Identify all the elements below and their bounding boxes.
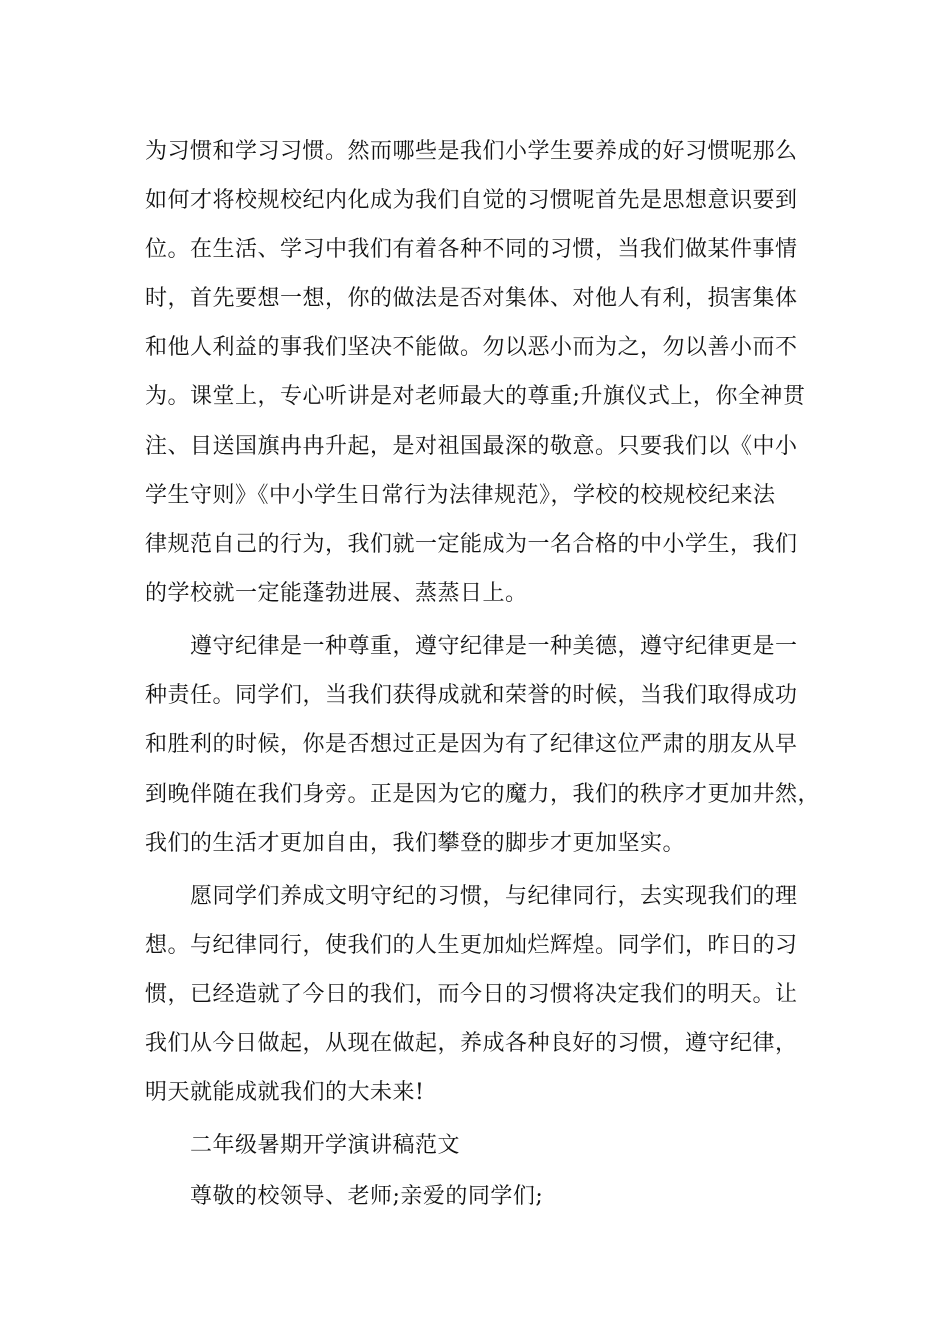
text-line: 种责任。同学们，当我们获得成就和荣誉的时候，当我们取得成功 [145, 683, 798, 708]
text-line: 注、目送国旗冉冉升起，是对祖国最深的敬意。只要我们以《中小 [145, 434, 798, 459]
text-line: 到晚伴随在我们身旁。正是因为它的魔力，我们的秩序才更加井然， [145, 782, 821, 807]
text-line: 和胜利的时候，你是否想过正是因为有了纪律这位严肃的朋友从早 [145, 732, 798, 757]
text-line: 惯，已经造就了今日的我们，而今日的习惯将决定我们的明天。让 [145, 982, 798, 1007]
text-line: 的学校就一定能蓬勃进展、蒸蒸日上。 [145, 581, 528, 606]
text-line: 如何才将校规校纪内化成为我们自觉的习惯呢首先是思想意识要到 [145, 188, 798, 213]
text-line: 位。在生活、学习中我们有着各种不同的习惯，当我们做某件事情 [145, 237, 798, 262]
text-line: 我们的生活才更加自由，我们攀登的脚步才更加坚实。 [145, 831, 686, 856]
text-line: 为习惯和学习习惯。然而哪些是我们小学生要养成的好习惯呢那么 [145, 139, 798, 164]
salutation: 尊敬的校领导、老师;亲爱的同学们; [190, 1184, 544, 1209]
text-line: 想。与纪律同行，使我们的人生更加灿烂辉煌。同学们，昨日的习 [145, 933, 798, 958]
text-line: 时，首先要想一想，你的做法是否对集体、对他人有利，损害集体 [145, 286, 798, 311]
text-line: 我们从今日做起，从现在做起，养成各种良好的习惯，遵守纪律， [145, 1031, 798, 1056]
text-line: 和他人利益的事我们坚决不能做。勿以恶小而为之，勿以善小而不 [145, 335, 798, 360]
text-line: 律规范自己的行为，我们就一定能成为一名合格的中小学生，我们 [145, 532, 798, 557]
paragraph-first-line: 愿同学们养成文明守纪的习惯，与纪律同行，去实现我们的理 [190, 884, 798, 909]
section-heading: 二年级暑期开学演讲稿范文 [190, 1133, 461, 1158]
text-line: 为。课堂上，专心听讲是对老师最大的尊重;升旗仪式上，你全神贯 [145, 384, 806, 409]
text-line: 学生守则》《中小学生日常行为法律规范》，学校的校规校纪来法 [145, 483, 776, 508]
paragraph-first-line: 遵守纪律是一种尊重，遵守纪律是一种美德，遵守纪律更是一 [190, 634, 798, 659]
text-line: 明天就能成就我们的大未来! [145, 1080, 425, 1105]
